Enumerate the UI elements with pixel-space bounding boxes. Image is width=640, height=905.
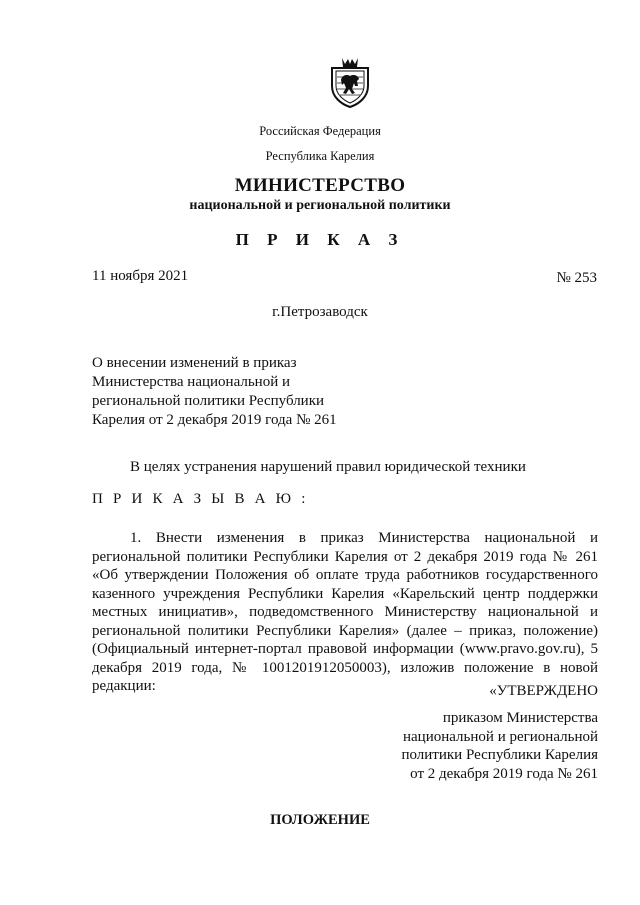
approval-line: национальной и региональной — [403, 728, 598, 745]
position-title: ПОЛОЖЕНИЕ — [270, 812, 370, 828]
document-subject — [92, 354, 372, 430]
republic-name: Республика Карелия — [265, 149, 375, 163]
preamble: В целях устранения нарушений правил юридической техники — [130, 459, 526, 475]
approval-line: политики Республики Карелия — [401, 747, 598, 763]
ministry-subtitle: национальной и региональной политики — [189, 198, 451, 213]
ministry-title: МИНИСТЕРСТВО — [234, 175, 406, 196]
document-number: № 253 — [556, 270, 597, 286]
subject-line: Карелия от 2 декабря 2019 года № 261 — [92, 412, 337, 428]
approval-stamp: «УТВЕРЖДЕНО — [489, 683, 598, 699]
document-type: П Р И К А З — [235, 230, 405, 249]
country-name: Российская Федерация — [259, 124, 381, 138]
document-date: 11 ноября 2021 — [92, 268, 189, 284]
subject-line: О внесении изменений в приказ — [92, 355, 297, 371]
approval-line: приказом Министерства — [442, 710, 598, 726]
document-city: г.Петрозаводск — [272, 304, 368, 320]
orders-heading: П Р И К А З Ы В А Ю : — [92, 491, 309, 507]
approval-block — [401, 709, 598, 783]
subject-line: региональной политики Республики — [92, 393, 325, 409]
paragraph-1: 1. Внести изменения в приказ Министерства национальной и региональной политики Республики Карелия от 2 декабря 2019 года № 261 «Об утверждении Положения об оплате труда работников государственного казенного учреждения Республики Карелия «Карельский центр поддержки местных инициатив», подведомственного Министерству национальной и региональной политики Республики Карелия» (далее – приказ, положение) (Официальный интернет-портал правовой информации (www.pravo.gov.ru), 5 декабря 2019 года, № 1001201912050003), изложив положение в новой редакции: — [92, 530, 598, 694]
approval-line: от 2 декабря 2019 года № 261 — [410, 765, 598, 782]
coat-of-arms-icon — [328, 56, 372, 108]
subject-line: Министерства национальной и — [92, 374, 291, 390]
